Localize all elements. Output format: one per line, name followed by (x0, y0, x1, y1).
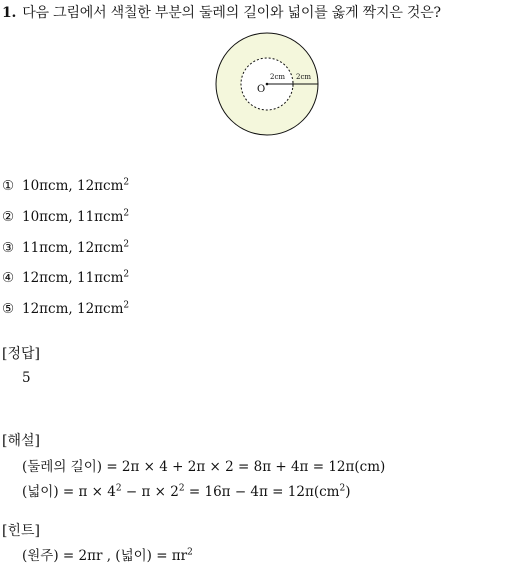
expl2-part-a: (넓이) = π × 4 (22, 484, 116, 500)
choice-sup: 2 (123, 269, 130, 280)
choice-sup: 2 (123, 208, 130, 219)
expl2-part-d: ) (345, 484, 351, 500)
explanation-heading: [해설] (2, 433, 40, 449)
choice-5[interactable] (2, 301, 129, 317)
choice-mark: ③ (2, 240, 15, 256)
hint-text: (원주) = 2πr , (넓이) = πr (22, 548, 188, 564)
choice-sup: 2 (123, 177, 130, 188)
choice-sup: 2 (123, 300, 130, 311)
answer-heading: [정답] (2, 346, 40, 362)
choice-text: 12πcm, 12πcm (22, 301, 124, 317)
answer-value: 5 (22, 370, 31, 386)
annulus-figure (214, 32, 322, 136)
explanation-line-1: (둘레의 길이) = 2π × 4 + 2π × 2 = 8π + 4π = 12π(cm) (22, 459, 386, 475)
choice-text: 10πcm, 12πcm (22, 178, 124, 194)
choice-1[interactable] (2, 178, 129, 194)
expl2-part-b: − π × 2 (121, 484, 179, 500)
hint-sup: 2 (187, 547, 193, 558)
center-label: O (257, 84, 266, 95)
inner-radius-label: 2cm (270, 73, 286, 81)
expl2-sup-1: 2 (115, 483, 122, 494)
choice-2[interactable] (2, 209, 129, 225)
expl2-part-c: = 16π − 4π = 12π(cm (184, 484, 340, 500)
question-text: 다음 그림에서 색칠한 부분의 둘레의 길이와 넓이를 옳게 짝지은 것은? (22, 5, 441, 21)
choice-text: 11πcm, 12πcm (22, 240, 124, 256)
hint-line (22, 544, 193, 564)
choice-mark: ① (2, 178, 15, 194)
question-number: 1. (2, 5, 17, 21)
choice-sup: 2 (123, 239, 130, 250)
choice-text: 12πcm, 11πcm (22, 270, 124, 286)
expl2-sup-2: 2 (178, 483, 185, 494)
choice-mark: ② (2, 209, 15, 225)
expl2-sup-3: 2 (339, 483, 346, 494)
choice-text: 10πcm, 11πcm (22, 209, 124, 225)
choice-3[interactable] (2, 240, 129, 256)
choice-mark: ④ (2, 270, 15, 286)
hint-heading: [힌트] (2, 523, 40, 539)
choice-4[interactable] (2, 270, 129, 286)
question-title (2, 2, 441, 22)
outer-segment-label: 2cm (296, 73, 312, 81)
explanation-line-2 (22, 480, 350, 500)
choice-mark: ⑤ (2, 301, 15, 317)
